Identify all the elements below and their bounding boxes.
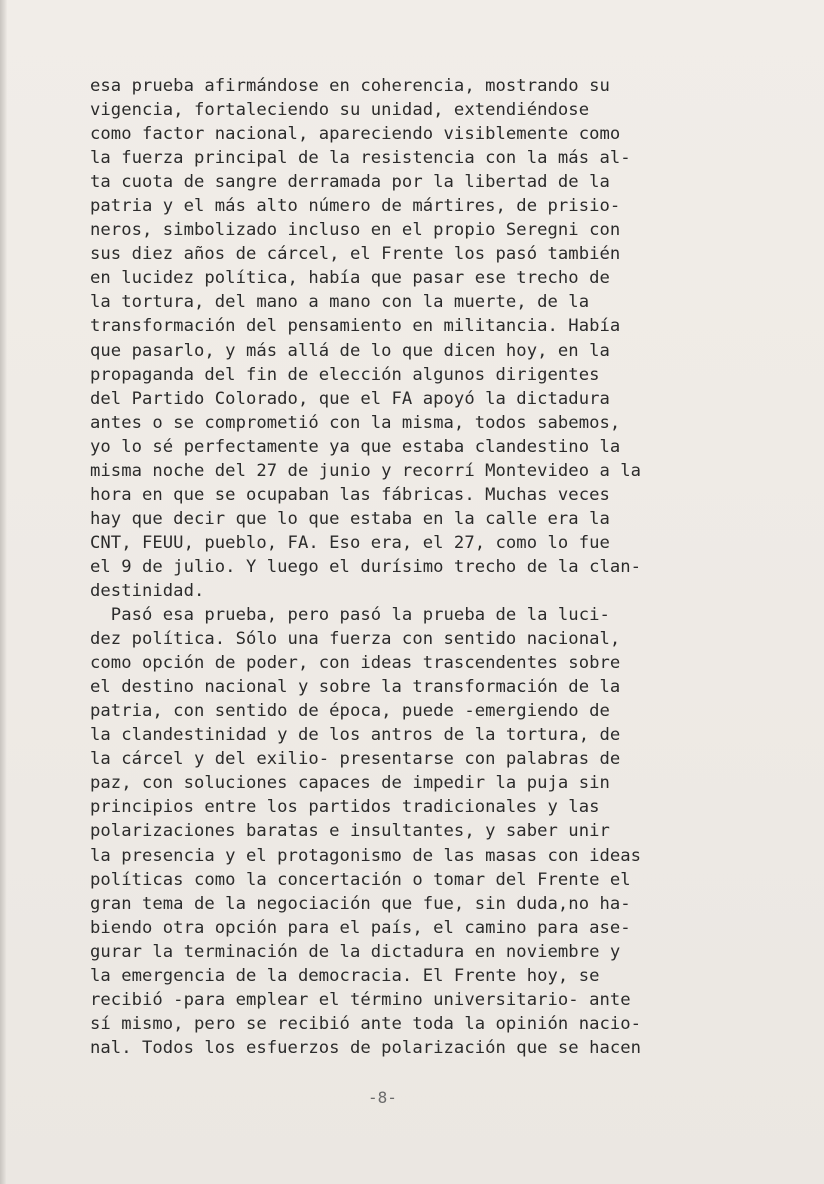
text-line: la cárcel y del exilio- presentarse con palabras de [90,749,621,770]
text-line: nal. Todos los esfuerzos de polarización que se hacen [90,1037,642,1058]
text-line: CNT, FEUU, pueblo, FA. Eso era, el 27, como lo fue [90,532,610,553]
text-line: patria y el más alto número de mártires, de prisio- [90,196,621,217]
text-line: como factor nacional, apareciendo visiblemente como [90,124,621,145]
text-line: propaganda del fin de elección algunos dirigentes [90,364,600,385]
text-line: gran tema de la negociación que fue, sin duda,no ha- [90,893,631,914]
text-line: del Partido Colorado, que el FA apoyó la dictadura [90,388,610,409]
text-line: sus diez años de cárcel, el Frente los pasó también [90,244,621,265]
text-line: la fuerza principal de la resistencia con la más al- [90,148,631,169]
text-line: la clandestinidad y de los antros de la tortura, de [90,725,621,746]
text-line: recibió -para emplear el término universitario- ante [90,989,631,1010]
text-line: el 9 de julio. Y luego el durísimo trecho de la clan- [90,556,642,577]
text-line: polarizaciones baratas e insultantes, y saber unir [90,821,610,842]
text-line: en lucidez política, había que pasar ese trecho de [90,268,610,289]
page-left-edge [0,0,7,1184]
text-line: Pasó esa prueba, pero pasó la prueba de la luci- [90,605,610,626]
text-line: la tortura, del mano a mano con la muerte, de la [90,292,590,313]
text-line: transformación del pensamiento en militancia. Había [90,316,621,337]
text-line: patria, con sentido de época, puede -emergiendo de [90,701,610,722]
text-line: ta cuota de sangre derramada por la libertad de la [90,172,610,193]
text-line: vigencia, fortaleciendo su unidad, extendiéndose [90,100,590,121]
text-line: principios entre los partidos tradicionales y las [90,797,600,818]
text-line: dez política. Sólo una fuerza con sentido nacional, [90,629,621,650]
text-line: biendo otra opción para el país, el camino para ase- [90,917,631,938]
page-number: -8- [368,1088,397,1107]
text-line: la emergencia de la democracia. El Frente hoy, se [90,965,600,986]
text-line: yo lo sé perfectamente ya que estaba clandestino la [90,436,621,457]
text-line: políticas como la concertación o tomar del Frente el [90,869,631,890]
text-line: neros, simbolizado incluso en el propio Seregni con [90,220,621,241]
text-line: paz, con soluciones capaces de impedir la puja sin [90,773,610,794]
text-line: antes o se comprometió con la misma, todos sabemos, [90,412,621,433]
text-line: como opción de poder, con ideas trascendentes sobre [90,653,621,674]
text-line: la presencia y el protagonismo de las masas con ideas [90,845,642,866]
text-line: esa prueba afirmándose en coherencia, mostrando su [90,76,610,96]
body-text [90,74,750,1060]
text-line: hora en que se ocupaban las fábricas. Muchas veces [90,484,610,505]
text-line: el destino nacional y sobre la transformación de la [90,677,621,698]
text-line: sí mismo, pero se recibió ante toda la opinión nacio- [90,1013,642,1034]
text-line: destinidad. [90,580,205,601]
text-line: hay que decir que lo que estaba en la calle era la [90,508,610,529]
text-line: gurar la terminación de la dictadura en noviembre y [90,941,621,962]
text-line: misma noche del 27 de junio y recorrí Montevideo a la [90,460,642,481]
text-line: que pasarlo, y más allá de lo que dicen hoy, en la [90,340,610,361]
